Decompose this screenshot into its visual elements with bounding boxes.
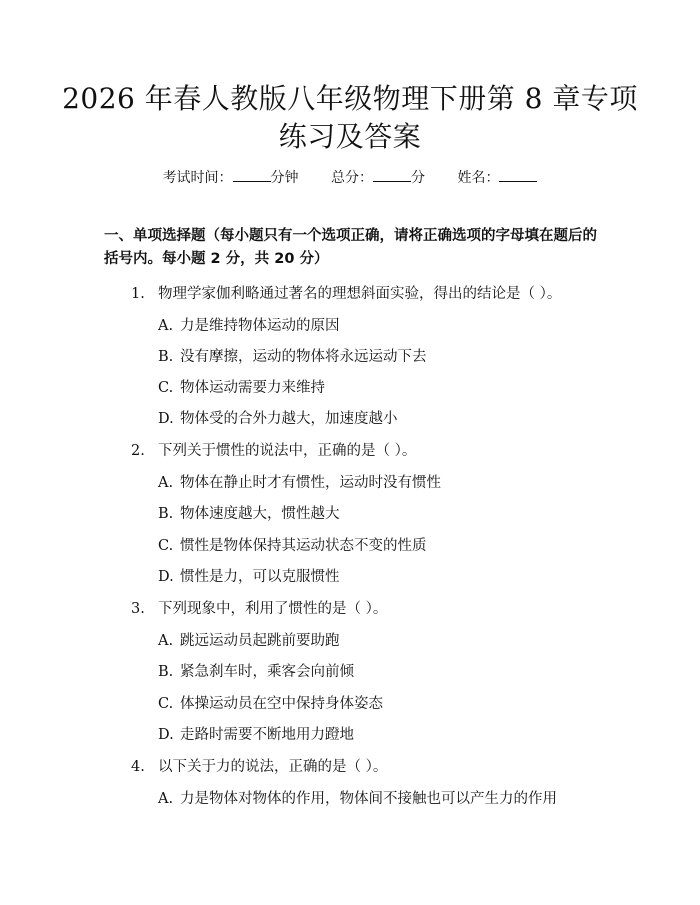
option-item	[158, 725, 598, 745]
question-item	[131, 284, 611, 304]
document-title-line-1: 2026 年春人教版八年级物理下册第 8 章专项	[62, 82, 638, 115]
option-text: 物体运动需要力来维持	[180, 380, 325, 396]
option-item	[158, 789, 628, 809]
option-text: 跳远运动员起跳前要助跑	[180, 633, 340, 649]
exam-info-line	[0, 168, 700, 188]
option-text: 没有摩擦，运动的物体将永远运动下去	[180, 349, 427, 365]
option-letter: B.	[158, 506, 174, 522]
option-text: 惯性是力，可以克服惯性	[180, 569, 340, 585]
option-item	[158, 662, 598, 682]
option-text: 物体在静止时才有惯性，运动时没有惯性	[180, 475, 441, 491]
option-letter: C.	[158, 380, 174, 396]
option-letter: A.	[158, 633, 174, 649]
option-item	[158, 694, 598, 714]
question-number: 1.	[131, 286, 145, 302]
student-name-label: 姓名：	[457, 170, 500, 186]
document-title-line-2: 练习及答案	[278, 120, 422, 153]
option-text: 紧急刹车时，乘客会向前倾	[180, 664, 354, 680]
total-score-field	[331, 168, 425, 188]
option-letter: B.	[158, 664, 174, 680]
option-item	[158, 316, 598, 336]
option-letter: A.	[158, 791, 174, 807]
option-letter: C.	[158, 696, 174, 712]
student-name-field	[457, 168, 537, 188]
question-item	[131, 599, 611, 619]
option-item	[158, 504, 598, 524]
question-text: 以下关于力的说法，正确的是（ ）。	[158, 759, 388, 775]
option-item	[158, 631, 598, 651]
option-letter: C.	[158, 538, 174, 554]
option-item	[158, 567, 598, 587]
exam-time-label: 考试时间：	[162, 170, 233, 186]
option-letter: D.	[158, 411, 174, 427]
student-name-blank	[499, 168, 537, 182]
option-item	[158, 473, 598, 493]
option-letter: B.	[158, 349, 174, 365]
question-text: 物理学家伽利略通过著名的理想斜面实验，得出的结论是（ ）。	[158, 286, 562, 302]
option-item	[158, 536, 598, 556]
option-letter: A.	[158, 475, 174, 491]
option-letter: A.	[158, 318, 174, 334]
option-item	[158, 409, 598, 429]
option-text: 惯性是物体保持其运动状态不变的性质	[180, 538, 427, 554]
option-text: 走路时需要不断地用力蹬地	[180, 727, 354, 743]
total-score-unit: 分	[411, 170, 425, 186]
exam-time-unit: 分钟	[270, 170, 299, 186]
question-item	[131, 757, 611, 777]
question-number: 3.	[131, 601, 145, 617]
exam-time-blank	[233, 168, 271, 182]
option-letter: D.	[158, 569, 174, 585]
question-text: 下列现象中，利用了惯性的是（ ）。	[158, 601, 388, 617]
option-text: 力是物体对物体的作用，物体间不接触也可以产生力的作用	[180, 791, 557, 807]
question-number: 4.	[131, 759, 145, 775]
option-item	[158, 378, 598, 398]
question-number: 2.	[131, 443, 145, 459]
option-text: 物体受的合外力越大，加速度越小	[180, 411, 398, 427]
question-item	[131, 441, 611, 461]
exam-time-field	[163, 168, 299, 188]
option-letter: D.	[158, 727, 174, 743]
option-text: 力是维持物体运动的原因	[180, 318, 340, 334]
option-text: 体操运动员在空中保持身体姿态	[180, 696, 383, 712]
option-text: 物体速度越大，惯性越大	[180, 506, 340, 522]
total-score-blank	[373, 168, 411, 182]
option-item	[158, 347, 598, 367]
total-score-label: 总分：	[331, 170, 373, 186]
question-text: 下列关于惯性的说法中，正确的是（ ）。	[158, 443, 417, 459]
section-heading: 一、单项选择题（每小题只有一个选项正确，请将正确选项的字母填在题后的括号内。每小题 2 分，共 20 分）	[104, 228, 597, 267]
